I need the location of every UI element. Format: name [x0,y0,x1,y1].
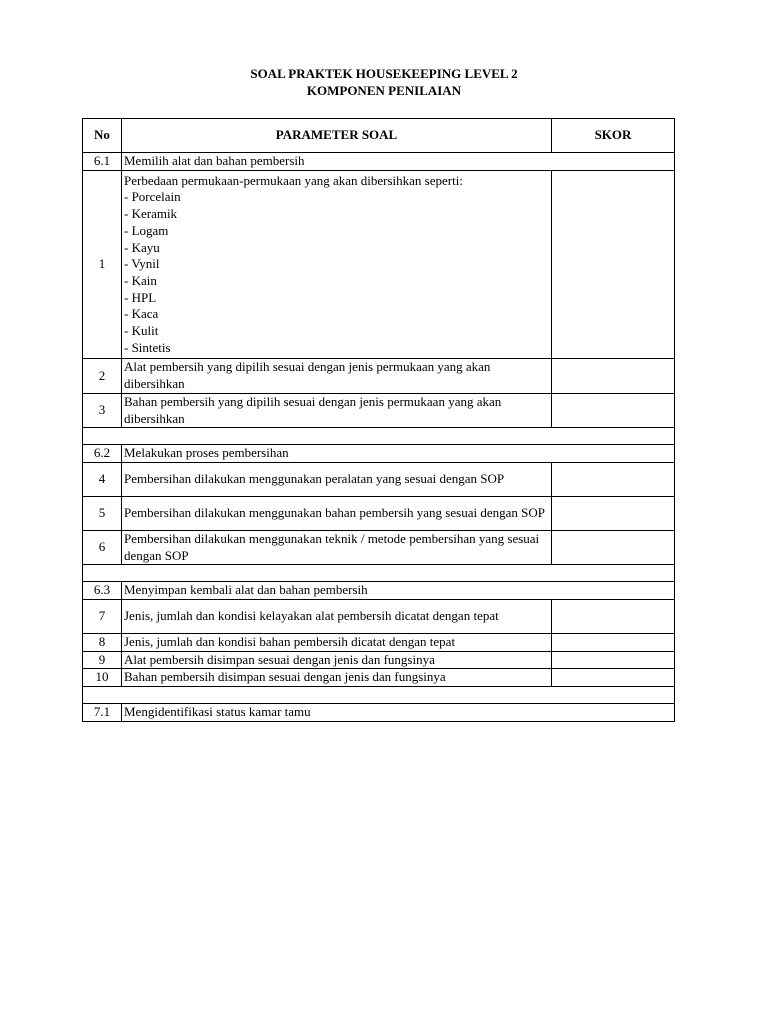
item-number: 10 [83,669,122,687]
item-number: 1 [83,170,122,359]
item-intro: Perbedaan permukaan-permukaan yang akan dibersihkan seperti: [124,172,463,188]
section-number: 6.3 [83,582,122,600]
score-cell [552,170,675,359]
list-item: - Kayu [124,239,160,255]
item-number: 8 [83,634,122,652]
section-label: Memilih alat dan bahan pembersih [122,153,675,171]
list-item: - Porcelain [124,189,181,205]
table-row [83,600,675,634]
item-parameter: Pembersihan dilakukan menggunakan bahan pembersih yang sesuai dengan SOP [122,496,552,530]
item-number: 3 [83,393,122,427]
item-number: 6 [83,530,122,564]
score-cell [552,669,675,687]
list-item: - Keramik [124,206,178,222]
item-parameter: Bahan pembersih yang dipilih sesuai dengan jenis permukaan yang akan dibersihkan [122,393,552,427]
table-row [83,170,675,359]
section-row-6-1 [83,153,675,171]
section-row-6-3 [83,582,675,600]
section-number: 7.1 [83,704,122,722]
header-skor: SKOR [552,119,675,153]
item-parameter: Bahan pembersih disimpan sesuai dengan jenis dan fungsinya [122,669,552,687]
table-row [83,393,675,427]
item-parameter: Jenis, jumlah dan kondisi bahan pembersih dicatat dengan tepat [122,634,552,652]
assessment-table [82,118,675,722]
table-row [83,669,675,687]
item-parameter: Pembersihan dilakukan menggunakan peralatan yang sesuai dengan SOP [122,462,552,496]
list-item: - Vynil [124,256,160,272]
spacer-row [83,687,675,704]
score-cell [552,634,675,652]
list-item: - Kain [124,272,157,288]
list-item: - Sintetis [124,339,171,355]
table-row [83,359,675,393]
item-number: 5 [83,496,122,530]
item-number: 2 [83,359,122,393]
list-item: - Logam [124,222,169,238]
document-subtitle: KOMPONEN PENILAIAN [306,83,462,98]
section-label: Mengidentifikasi status kamar tamu [122,704,675,722]
table-row [83,634,675,652]
section-label: Menyimpan kembali alat dan bahan pembersih [122,582,675,600]
item-parameter: Jenis, jumlah dan kondisi kelayakan alat pembersih dicatat dengan tepat [122,600,552,634]
header-no: No [83,119,122,153]
table-row [83,651,675,669]
document-title: SOAL PRAKTEK HOUSEKEEPING LEVEL 2 [250,66,518,81]
table-header-row [83,119,675,153]
item-parameter: Alat pembersih yang dipilih sesuai dengan jenis permukaan yang akan dibersihkan [122,359,552,393]
section-row-7-1 [83,704,675,722]
score-cell [552,651,675,669]
table-row [83,496,675,530]
item-number: 4 [83,462,122,496]
section-row-6-2 [83,445,675,463]
list-item: - Kaca [124,306,159,322]
score-cell [552,359,675,393]
item-parameter [122,170,552,359]
score-cell [552,530,675,564]
section-number: 6.2 [83,445,122,463]
section-number: 6.1 [83,153,122,171]
header-parameter: PARAMETER SOAL [122,119,552,153]
item-parameter: Alat pembersih disimpan sesuai dengan jenis dan fungsinya [122,651,552,669]
item-number: 7 [83,600,122,634]
spacer-row [83,565,675,582]
score-cell [552,393,675,427]
item-number: 9 [83,651,122,669]
score-cell [552,600,675,634]
score-cell [552,462,675,496]
section-label: Melakukan proses pembersihan [122,445,675,463]
list-item: - HPL [124,289,157,305]
table-row [83,462,675,496]
table-row [83,530,675,564]
item-parameter: Pembersihan dilakukan menggunakan teknik / metode pembersihan yang sesuai dengan SOP [122,530,552,564]
list-item: - Kulit [124,323,159,339]
score-cell [552,496,675,530]
spacer-row [83,428,675,445]
